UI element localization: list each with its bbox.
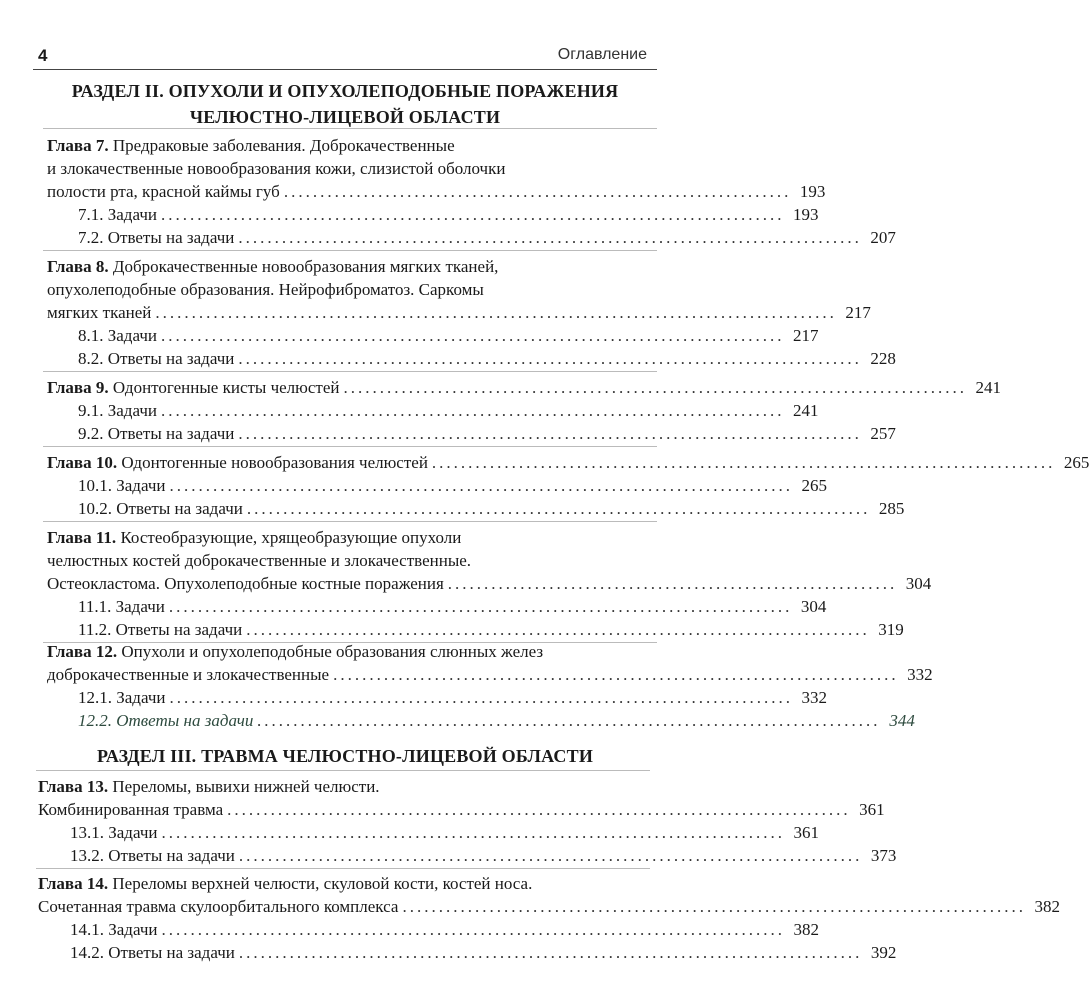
page-ref: 241 (792, 401, 819, 420)
leader-dots: ...................................................................................... (402, 897, 1026, 916)
toc-subentry[interactable] (78, 709, 915, 732)
entry-title: доброкачественные и злокачественные (47, 665, 330, 684)
entry-title: 12.2. Ответы на задачи (78, 711, 254, 730)
entry-title: 8.1. Задачи (78, 326, 157, 345)
page-ref: 193 (799, 182, 826, 201)
toc-subentry[interactable] (78, 226, 896, 249)
chapter-heading[interactable] (47, 526, 461, 549)
toc-subentry[interactable] (78, 422, 896, 445)
leader-dots: ...................................................................................... (238, 424, 862, 443)
chapter-divider (43, 371, 657, 372)
chapter-title-line: Предраковые заболевания. Доброкачественные (112, 136, 455, 155)
chapter-label: Глава 14. (38, 874, 109, 893)
page-ref: 332 (801, 688, 827, 707)
entry-title: 14.2. Ответы на задачи (70, 943, 235, 962)
entry-title: 12.1. Задачи (78, 688, 166, 707)
entry-title: 10.2. Ответы на задачи (78, 499, 243, 518)
leader-dots: ...................................................................................... (169, 688, 793, 707)
toc-entry[interactable] (47, 451, 1089, 474)
page-ref: 265 (1063, 453, 1089, 472)
toc-subentry[interactable] (70, 918, 819, 941)
leader-dots: ...................................................................................... (238, 349, 862, 368)
leader-dots: ...................................................................................... (169, 476, 793, 495)
chapter-heading[interactable] (47, 255, 498, 278)
page-ref: 193 (792, 205, 819, 224)
entry-title: 11.1. Задачи (78, 597, 165, 616)
leader-dots: ...................................................................................... (246, 499, 871, 518)
page-ref: 304 (800, 597, 827, 616)
leader-dots: ...................................................................................... (168, 597, 793, 616)
chapter-title-line: челюстных костей доброкачественные и злокачественные. (47, 551, 472, 570)
toc-subentry[interactable] (78, 618, 904, 641)
toc-subentry[interactable] (78, 203, 819, 226)
toc-subentry[interactable] (70, 844, 897, 867)
chapter-label: Глава 12. (47, 642, 118, 661)
toc-subentry[interactable] (70, 821, 819, 844)
page-ref: 217 (845, 303, 871, 322)
toc-entry[interactable] (47, 376, 1001, 399)
chapter-title-line: Костеобразующие, хрящеобразующие опухоли (120, 528, 462, 547)
chapter-heading[interactable] (47, 134, 455, 157)
entry-title: 8.2. Ответы на задачи (78, 349, 235, 368)
toc-subentry[interactable] (70, 941, 897, 964)
section-title (33, 78, 657, 130)
page-ref: 228 (870, 349, 896, 368)
entry-title: 14.1. Задачи (70, 920, 158, 939)
section-title (33, 743, 657, 769)
entry-title: Одонтогенные кисты челюстей (112, 378, 340, 397)
toc-subentry[interactable] (78, 595, 827, 618)
entry-title: полости рта, красной каймы губ (47, 182, 280, 201)
chapter-heading-cont[interactable] (47, 157, 505, 180)
section-title-line: ЧЕЛЮСТНО-ЛИЦЕВОЙ ОБЛАСТИ (189, 107, 501, 127)
leader-dots: ...................................................................................... (160, 205, 785, 224)
toc-entry[interactable] (47, 572, 932, 595)
page-ref: 241 (975, 378, 1001, 397)
entry-title: Комбинированная травма (38, 800, 224, 819)
entry-title: 9.1. Задачи (78, 401, 157, 420)
chapter-heading-cont[interactable] (47, 278, 484, 301)
chapter-divider (43, 521, 657, 522)
leader-dots: ...................................................................................... (238, 846, 863, 865)
chapter-divider (36, 868, 650, 869)
chapter-heading[interactable] (38, 775, 380, 798)
entry-title: Сочетанная травма скулоорбитального комплекса (38, 897, 399, 916)
leader-dots: ...................................................................................... (431, 453, 1056, 472)
leader-dots: ...................................................................................... (160, 401, 785, 420)
leader-dots: ...................................................................................... (161, 920, 785, 939)
page-ref: 382 (1034, 897, 1060, 916)
leader-dots: ...................................................................................... (238, 943, 863, 962)
running-header: Оглавление (557, 46, 647, 63)
section-divider (43, 128, 657, 129)
chapter-title-line: Доброкачественные новообразования мягких тканей, (112, 257, 499, 276)
entry-title: мягких тканей (47, 303, 152, 322)
toc-subentry[interactable] (78, 686, 827, 709)
page-ref: 392 (870, 943, 897, 962)
header-divider (33, 69, 657, 70)
page-ref: 257 (870, 424, 896, 443)
entry-title: 13.2. Ответы на задачи (70, 846, 235, 865)
toc-entry[interactable] (38, 798, 885, 821)
chapter-title-line: и злокачественные новообразования кожи, слизистой оболочки (47, 159, 506, 178)
toc-subentry[interactable] (78, 324, 819, 347)
page-ref: 207 (870, 228, 896, 247)
entry-title: 7.1. Задачи (78, 205, 157, 224)
chapter-heading[interactable] (47, 640, 543, 663)
page-ref: 382 (793, 920, 819, 939)
chapter-title-line: опухолеподобные образования. Нейрофиброматоз. Саркомы (47, 280, 484, 299)
leader-dots: .............................................................. (447, 574, 898, 593)
leader-dots: .............................................................................. (333, 665, 899, 684)
entry-title: 13.1. Задачи (70, 823, 158, 842)
toc-subentry[interactable] (78, 497, 905, 520)
entry-title: 9.2. Ответы на задачи (78, 424, 235, 443)
leader-dots: ...................................................................................... (238, 228, 862, 247)
entry-title: Остеокластома. Опухолеподобные костные поражения (47, 574, 444, 593)
chapter-heading-cont[interactable] (47, 549, 471, 572)
page-ref: 361 (859, 800, 885, 819)
toc-entry[interactable] (47, 663, 933, 686)
chapter-divider (43, 446, 657, 447)
leader-dots: ...................................................................................... (246, 620, 870, 639)
chapter-divider (43, 250, 657, 251)
toc-subentry[interactable] (78, 347, 896, 370)
toc-subentry[interactable] (78, 474, 827, 497)
page-ref: 373 (870, 846, 897, 865)
entry-title: 11.2. Ответы на задачи (78, 620, 243, 639)
page-ref: 332 (907, 665, 933, 684)
chapter-title-line: Переломы верхней челюсти, скуловой кости, костей носа. (112, 874, 533, 893)
leader-dots: ...................................................................................... (161, 823, 785, 842)
section-title-line: РАЗДЕЛ III. ТРАВМА ЧЕЛЮСТНО-ЛИЦЕВОЙ ОБЛАСТИ (96, 746, 594, 766)
leader-dots: ...................................................................... (283, 182, 792, 201)
toc-entry[interactable] (47, 301, 871, 324)
chapter-label: Глава 10. (47, 453, 118, 472)
chapter-label: Глава 13. (38, 777, 109, 796)
section-title-line: РАЗДЕЛ II. ОПУХОЛИ И ОПУХОЛЕПОДОБНЫЕ ПОРАЖЕНИЯ (71, 81, 619, 101)
page-ref: 361 (793, 823, 819, 842)
chapter-label: Глава 11. (47, 528, 117, 547)
chapter-label: Глава 8. (47, 257, 109, 276)
chapter-heading[interactable] (38, 872, 532, 895)
toc-entry[interactable] (47, 180, 826, 203)
page-ref: 265 (801, 476, 827, 495)
leader-dots: ...................................................................................... (227, 800, 851, 819)
entry-title: Одонтогенные новообразования челюстей (121, 453, 428, 472)
toc-subentry[interactable] (78, 399, 819, 422)
leader-dots: ...................................................................................... (257, 711, 881, 730)
page-ref: 285 (878, 499, 905, 518)
page-ref: 304 (905, 574, 932, 593)
page-ref: 217 (792, 326, 819, 345)
page-ref: 344 (889, 711, 915, 730)
leader-dots: ...................................................................................... (343, 378, 967, 397)
leader-dots: ...................................................................................... (160, 326, 785, 345)
entry-title: 10.1. Задачи (78, 476, 166, 495)
chapter-label: Глава 9. (47, 378, 109, 397)
page-ref: 319 (878, 620, 904, 639)
section-divider (36, 770, 650, 771)
chapter-title-line: Опухоли и опухолеподобные образования слюнных желез (121, 642, 544, 661)
leader-dots: .............................................................................................. (155, 303, 837, 322)
entry-title: 7.2. Ответы на задачи (78, 228, 235, 247)
chapter-title-line: Переломы, вывихи нижней челюсти. (112, 777, 380, 796)
page-number: 4 (38, 46, 48, 65)
chapter-label: Глава 7. (47, 136, 109, 155)
toc-entry[interactable] (38, 895, 1060, 918)
